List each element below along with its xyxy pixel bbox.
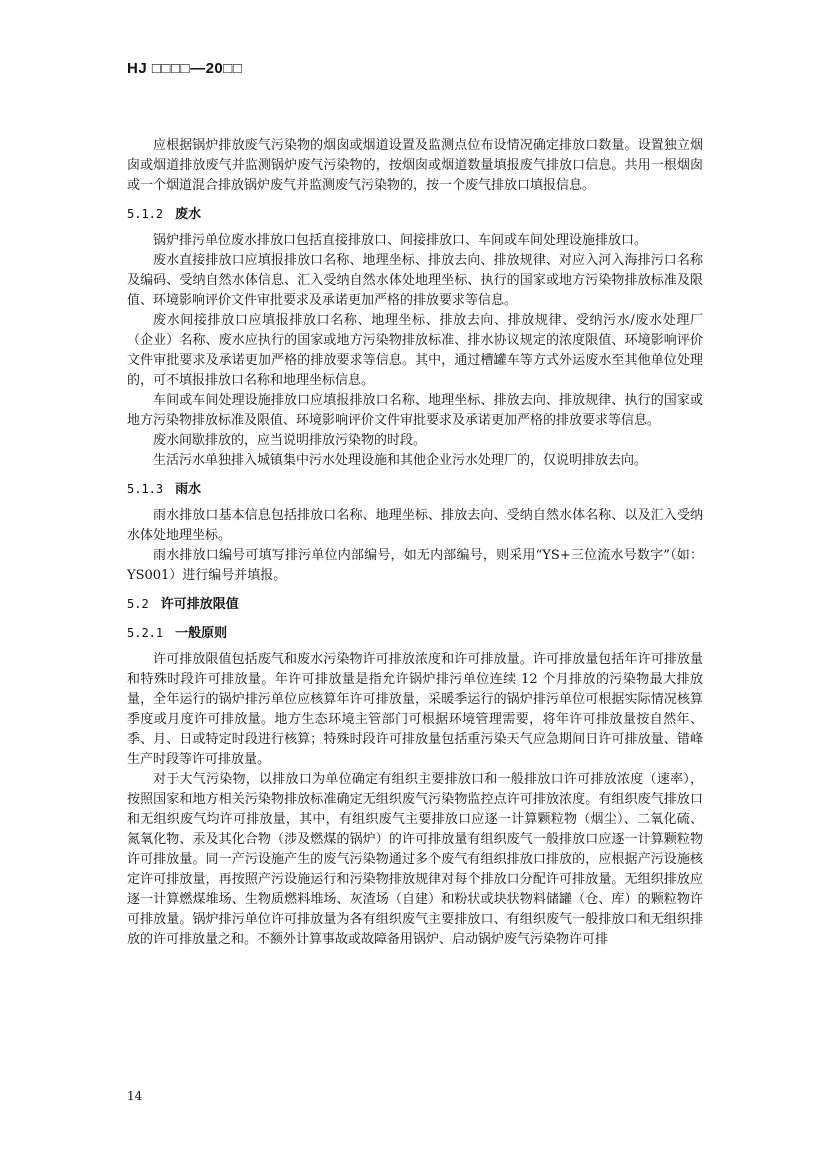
section-heading (127, 479, 703, 500)
section-number: 5.2.1 (127, 626, 164, 640)
section-title: 许可排放限值 (160, 597, 239, 612)
section-title: 废水 (175, 207, 202, 222)
body-paragraph: 生活污水单独排入城镇集中污水处理设施和其他企业污水处理厂的，仅说明排放去向。 (153, 453, 648, 468)
body-paragraph: 雨水排放口基本信息包括排放口名称、地理坐标、排放去向、受纳自然水体名称、以及汇入受纳水体处地理坐标。 (127, 508, 703, 543)
document-header-code: HJ □□□□—20□□ (127, 60, 243, 77)
section-heading (127, 594, 703, 615)
body-paragraph: 锅炉排污单位废水排放口包括直接排放口、间接排放口、车间或车间处理设施排放口。 (153, 233, 648, 248)
section-title: 一般原则 (175, 626, 228, 641)
section-heading (127, 623, 703, 644)
section-title: 雨水 (175, 482, 202, 497)
page-body (127, 136, 703, 950)
body-paragraph: 车间或车间处理设施排放口应填报排放口名称、地理坐标、排放去向、排放规律、执行的国家或地方污染物排放标准及限值、环境影响评价文件审批要求及承诺更加严格的排放要求等信息。 (127, 393, 703, 428)
body-paragraph: 许可排放限值包括废气和废水污染物许可排放浓度和许可排放量。许可排放量包括年许可排放量和特殊时段许可排放量。年许可排放量是指允许锅炉排污单位连续 12 个月排放的污染物最大排放量，全年运行的锅炉排污单位应核算年许可排放量，采暖季运行的锅炉排污单位可根据实际情况核算季度或月度许可排放量。地方生态环境主管部门可根据环境管理需要，将年许可排放量按自然年、季、月、日或特定时段进行核算；特殊时段许可排放量包括重污染天气应急期间日许可排放量、错峰生产时段等许可排放量。 (127, 652, 703, 767)
body-paragraph: 废水直接排放口应填报排放口名称、地理坐标、排放去向、排放规律、对应入河入海排污口名称及编码、受纳自然水体信息、汇入受纳自然水体处地理坐标、执行的国家或地方污染物排放标准及限值、环境影响评价文件审批要求及承诺更加严格的排放要求等信息。 (127, 253, 703, 308)
body-paragraph: 废水间接排放口应填报排放口名称、地理坐标、排放去向、排放规律、受纳污水/废水处理厂（企业）名称、废水应执行的国家或地方污染物排放标准、排水协议规定的浓度限值、环境影响评价文件审批要求及承诺更加严格的排放要求等信息。其中，通过槽罐车等方式外运废水至其他单位处理的，可不填报排放口名称和地理坐标信息。 (127, 313, 703, 388)
body-paragraph: 对于大气污染物，以排放口为单位确定有组织主要排放口和一般排放口许可排放浓度（速率），按照国家和地方相关污染物排放标准确定无组织废气污染物监控点许可排放浓度。有组织废气排放口和无组织废气均许可排放量，其中，有组织废气主要排放口应逐一计算颗粒物（烟尘）、二氧化硫、氮氧化物、汞及其化合物（涉及燃煤的锅炉）的许可排放量有组织废气一般排放口应逐一计算颗粒物许可排放量。同一产污设施产生的废气污染物通过多个废气有组织排放口排放的，应根据产污设施核定许可排放量，再按照产污设施运行和污染物排放规律对每个排放口分配许可排放量。无组织排放应逐一计算燃煤堆场、生物质燃料堆场、灰渣场（自建）和粉状或块状物料储罐（仓、库）的颗粒物许可排放量。锅炉排污单位许可排放量为各有组织废气主要排放口、有组织废气一般排放口和无组织排放的许可排放量之和。不额外计算事故或故障备用锅炉、启动锅炉废气污染物许可排 (127, 772, 703, 947)
body-paragraph: 应根据锅炉排放废气污染物的烟囱或烟道设置及监测点位布设情况确定排放口数量。设置独立烟囱或烟道排放废气并监测锅炉废气污染物的，按烟囱或烟道数量填报废气排放口信息。共用一根烟囱或一个烟道混合排放锅炉废气并监测废气污染物的，按一个废气排放口填报信息。 (127, 138, 703, 193)
section-heading (127, 204, 703, 225)
section-number: 5.1.3 (127, 482, 164, 496)
body-paragraph: 废水间歇排放的，应当说明排放污染物的时段。 (153, 433, 427, 448)
section-number: 5.2 (127, 597, 149, 611)
page-number: 14 (127, 1089, 143, 1103)
section-number: 5.1.2 (127, 207, 164, 221)
body-paragraph: 雨水排放口编号可填写排污单位内部编号，如无内部编号，则采用“YS+三位流水号数字”（如：YS001）进行编号并填报。 (127, 548, 703, 583)
header-rule (124, 86, 704, 87)
